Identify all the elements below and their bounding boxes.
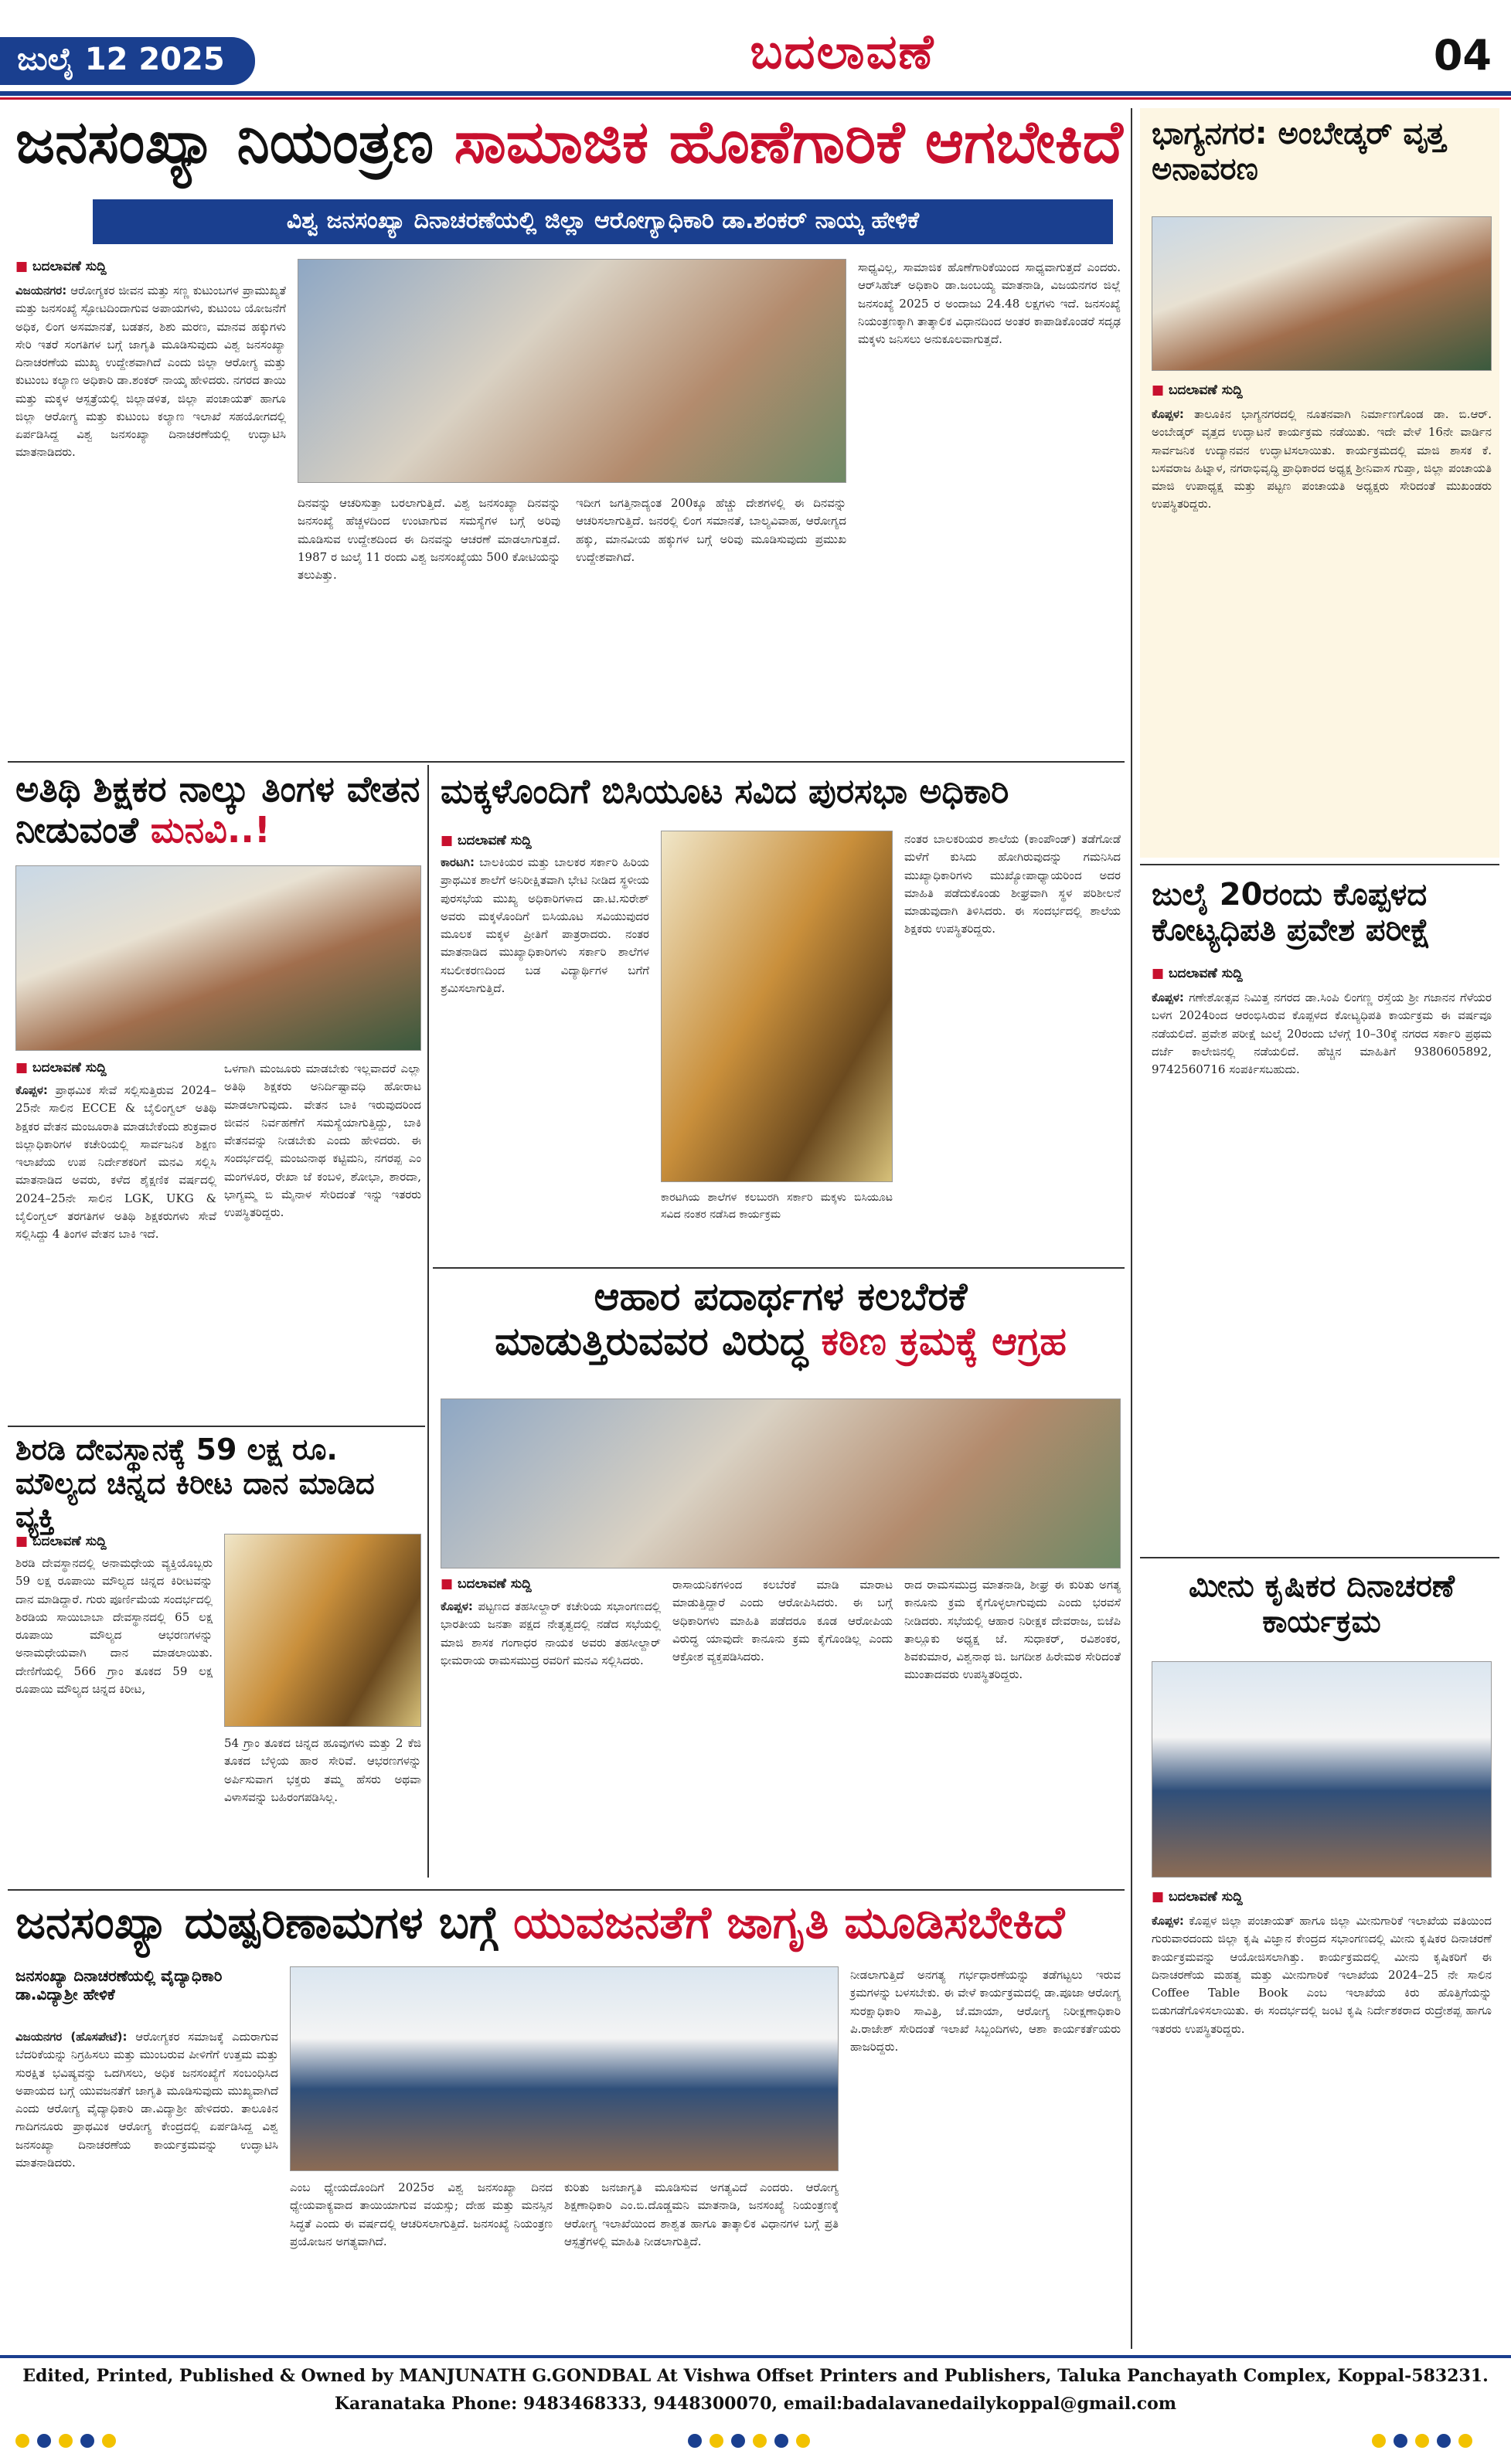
lead-col2: ದಿನವನ್ನು ಆಚರಿಸುತ್ತಾ ಬರಲಾಗುತ್ತಿದೆ. ವಿಶ್ವ ಜನಸಂಖ್ಯಾ ದಿನವನ್ನು ಜನಸಂಖ್ಯೆ ಹೆಚ್ಚಳದಿಂದ ಉಂಟಾಗುವ ಸಮಸ್ಯೆಗಳ ಬಗ್ಗೆ ಅರಿವು ಮೂಡಿಸುವ ಉದ್ದೇಶದಿಂದ ಈ ದಿನವನ್ನು ಆಚರಣೆ ಮಾಡಲಾಗುತ್ತದೆ. 1987 ರ ಜುಲೈ 11 ರಂದು ವಿಶ್ವ ಜನಸಂಖ್ಯೆಯು 500 ಕೋಟಿಯನ್ನು ತಲುಪಿತ್ತು.: [298, 496, 560, 582]
food-headline-line2a: ಮಾಡುತ್ತಿರುವವರ ವಿರುದ್ಧ: [495, 1318, 808, 1364]
food-headline-line1: ಆಹಾರ ಪದಾರ್ಥಗಳ ಕಲಬೆರಕೆ: [594, 1274, 968, 1319]
lead-byline: ■ ಬದಲಾವಣೆ ಸುದ್ದಿ: [15, 259, 107, 274]
teachers-headline-part1: ಅತಿಥಿ ಶಿಕ್ಷಕರ ನಾಲ್ಕು ತಿಂಗಳ ವೇತನ ನೀಡುವಂತೆ: [15, 768, 420, 851]
food-byline-text: ಬದಲಾವಣೆ ಸುದ್ದಿ: [457, 1576, 532, 1592]
lead-col1: [15, 282, 286, 746]
footer-dots-right: [1372, 2434, 1496, 2452]
food-col1-text: ಪಟ್ಟಣದ ತಹಸೀಲ್ದಾರ್ ಕಚೇರಿಯ ಸಭಾಂಗಣದಲ್ಲಿ ಭಾರತೀಯ ಜನತಾ ಪಕ್ಷದ ನೇತೃತ್ವದಲ್ಲಿ ನಡೆದ ಸಭೆಯಲ್ಲಿ ಮಾಜಿ ಶಾಸಕ ಗಂಗಾಧರ ನಾಯಕ ಅವರು ತಹಸೀಲ್ದಾರ್ ಭೀಮರಾಯ ರಾಮಸಮುದ್ರ ರವರಿಗೆ ಮನವಿ ಸಲ್ಲಿಸಿದರು.: [441, 1599, 661, 1667]
food-col3: ರಾದ ರಾಮಸಮುದ್ರ ಮಾತನಾಡಿ, ಶೀಘ್ರ ಈ ಕುರಿತು ಅಗತ್ಯ ಕಾನೂನು ಕ್ರಮ ಕೈಗೊಳ್ಳಲಾಗುವುದು ಎಂದು ಭರವಸೆ ನೀಡಿದರು. ಸಭೆಯಲ್ಲಿ ಆಹಾರ ನಿರೀಕ್ಷಕ ದೇವರಾಜ, ಬಿಜೆಪಿ ತಾಲ್ಲೂಕು ಅಧ್ಯಕ್ಷ ಜೆ. ಸುಧಾಕರ್, ರವಿಶಂಕರ, ಶಿವಕುಮಾರ, ವಿಶ್ವನಾಥ ಜಿ. ಜಗದೀಶ ಹಿರೇಮಠ ಸೇರಿದಂತೆ ಮುಂತಾದವರು ಉಪಸ್ಥಿತರಿದ್ದರು.: [904, 1578, 1121, 1682]
lunch-col1-text: ಬಾಲಕಿಯರ ಮತ್ತು ಬಾಲಕರ ಸರ್ಕಾರಿ ಹಿರಿಯ ಪ್ರಾಥಮಿಕ ಶಾಲೆಗೆ ಅನಿರೀಕ್ಷಿತವಾಗಿ ಭೇಟಿ ನೀಡಿದ ಸ್ಥಳೀಯ ಪುರಸಭೆಯ ಮುಖ್ಯ ಅಧಿಕಾರಿಗಳಾದ ಡಾ.ಟಿ.ಸುರೇಶ್ ಅವರು ಮಕ್ಕಳೊಂದಿಗೆ ಬಿಸಿಯೂಟ ಸವಿಯುವುದರ ಮೂಲಕ ಮಕ್ಕಳ ಪ್ರೀತಿಗೆ ಪಾತ್ರರಾದರು. ನಂತರ ಮಾತನಾಡಿದ ಮುಖ್ಯಾಧಿಕಾರಿಗಳು ಸರ್ಕಾರಿ ಶಾಲೆಗಳ ಸಬಲೀಕರಣದಿಂದ ಬಡ ವಿದ್ಯಾರ್ಥಿಗಳ ಬಗೆಗೆ ಶ್ರಮಿಸಲಾಗುತ್ತಿದೆ.: [441, 855, 649, 995]
dot-icon: [102, 2434, 116, 2448]
side-fish-photo: [1152, 1661, 1492, 1878]
teachers-place: ಕೊಪ್ಪಳ:: [15, 1083, 48, 1097]
footer-line1: Edited, Printed, Published & Owned by MANJUNATH G.GONDBAL At Vishwa Offset Printers and Publishers, Taluka Panchayath Complex, Koppal-583231.: [22, 2366, 1489, 2386]
dot-icon: [59, 2434, 73, 2448]
lunch-caption: ಕಾರಟಗಿಯ ಶಾಲೆಗಳ ಕಲಬುರಗಿ ಸರ್ಕಾರಿ ಮಕ್ಕಳು ಬಿಸಿಯೂಟ ಸವಿದ ನಂತರ ನಡೆಸಿದ ಕಾರ್ಯಕ್ರಮ: [661, 1191, 893, 1221]
header-rule: [0, 91, 1511, 96]
dot-icon: [688, 2434, 702, 2448]
food-photo: [441, 1399, 1121, 1568]
side-ambedkar-headline: ಭಾಗ್ಯನಗರ: ಅಂಬೇಡ್ಕರ್ ವೃತ್ತ ಅನಾವರಣ: [1152, 116, 1446, 187]
side-fish-body: [1152, 1912, 1492, 2341]
dot-icon: [1458, 2434, 1472, 2448]
dot-icon: [1394, 2434, 1407, 2448]
youth-col2: ಎಂಬ ಧ್ಯೇಯದೊಂದಿಗೆ 2025ರ ವಿಶ್ವ ಜನಸಂಖ್ಯಾ ದಿನದ ಧ್ಯೇಯವಾಕ್ಯವಾದ ತಾಯಿಯಾಗುವ ವಯಸ್ಸು; ದೇಹ ಮತ್ತು ಮನಸ್ಸಿನ ಸಿದ್ಧತೆ ಎಂದು ಈ ವರ್ಷದಲ್ಲಿ ಆಚರಿಸಲಾಗುತ್ತಿದೆ. ಜನಸಂಖ್ಯೆ ನಿಯಂತ್ರಣ ಪ್ರಯೋಜನ ಅಗತ್ಯವಾಗಿದೆ.: [290, 2180, 553, 2248]
teachers-divider: [427, 765, 429, 1878]
lead-col1-text: ಆರೋಗ್ಯಕರ ಜೀವನ ಮತ್ತು ಸಣ್ಣ ಕುಟುಂಬಗಳ ಪ್ರಾಮುಖ್ಯತೆ ಮತ್ತು ಜನಸಂಖ್ಯೆ ಸ್ಫೋಟದಿಂದಾಗುವ ಅಪಾಯಗಳು, ಕುಟುಂಬ ಯೋಜನೆಗೆ ಅಧಿಕ, ಲಿಂಗ ಅಸಮಾನತೆ, ಬಡತನ, ಶಿಶು ಮರಣ, ಮಾನವ ಹಕ್ಕುಗಳು ಸೇರಿ ಇತರೆ ಸಂಗತಿಗಳ ಬಗ್ಗೆ ಜಾಗೃತಿ ಮೂಡಿಸುವುದು ವಿಶ್ವ ಜನಸಂಖ್ಯಾ ದಿನಾಚರಣೆಯ ಮುಖ್ಯ ಉದ್ದೇಶವಾಗಿದೆ ಎಂದು ಜಿಲ್ಲಾ ಆರೋಗ್ಯ ಮತ್ತು ಕುಟುಂಬ ಕಲ್ಯಾಣ ಅಧಿಕಾರಿ ಡಾ.ಶಂಕರ್ ನಾಯ್ಕ ಹೇಳಿದರು. ನಗರದ ತಾಯಿ ಮತ್ತು ಮಕ್ಕಳ ಆಸ್ಪತ್ರೆಯಲ್ಲಿ ಜಿಲ್ಲಾಡಳಿತ, ಜಿಲ್ಲಾ ಪಂಚಾಯತ್ ಹಾಗೂ ಜಿಲ್ಲಾ ಆರೋಗ್ಯ ಮತ್ತು ಕುಟುಂಬ ಕಲ್ಯಾಣ ಇಲಾಖೆ ಸಹಯೋಗದಲ್ಲಿ ಏರ್ಪಡಿಸಿದ್ದ ವಿಶ್ವ ಜನಸಂಖ್ಯಾ ದಿನಾಚರಣೆಯಲ್ಲಿ ಉದ್ಘಾಟಿಸಿ ಮಾತನಾಡಿದರು.: [15, 284, 286, 460]
dot-icon: [1437, 2434, 1451, 2448]
youth-headline-part1: ಜನಸಂಖ್ಯಾ ದುಷ್ಪರಿಣಾಮಗಳ ಬಗ್ಗೆ: [15, 1896, 498, 1949]
food-col1: [441, 1598, 661, 1884]
youth-headline-part2: ಯುವಜನತೆಗೆ ಜಾಗೃತಿ ಮೂಡಿಸಬೇಕಿದೆ: [513, 1896, 1065, 1949]
teachers-headline: [15, 769, 421, 862]
lunch-byline-text: ಬದಲಾವಣೆ ಸುದ್ದಿ: [457, 833, 532, 848]
side-ambedkar-body: [1152, 406, 1492, 850]
lead-col3: ಇದೀಗ ಜಗತ್ತಿನಾದ್ಯಂತ 200ಕ್ಕೂ ಹೆಚ್ಚು ದೇಶಗಳಲ್ಲಿ ಈ ದಿನವನ್ನು ಆಚರಿಸಲಾಗುತ್ತಿದೆ. ಜನರಲ್ಲಿ ಲಿಂಗ ಸಮಾನತೆ, ಬಾಲ್ಯವಿವಾಹ, ಆರೋಗ್ಯದ ಹಕ್ಕು, ಮಾನವೀಯ ಹಕ್ಕುಗಳ ಬಗ್ಗೆ ಅರಿವು ಮೂಡಿಸುವುದು ಪ್ರಮುಖ ಉದ್ದೇಶವಾಗಿದೆ.: [576, 496, 846, 564]
food-byline: ■ ಬದಲಾವಣೆ ಸುದ್ದಿ: [441, 1576, 532, 1592]
side-exam-headline: ಜುಲೈ 20ರಂದು ಕೊಪ್ಪಳದ ಕೋಟ್ಯಧಿಪತಿ ಪ್ರವೇಶ ಪರೀಕ್ಷೆ: [1152, 877, 1431, 948]
lunch-col2: ನಂತರ ಬಾಲಕರಿಯರ ಶಾಲೆಯ (ಕಾಂಪೌಂಡ್) ತಡೆಗೋಡೆ ಮಳೆಗೆ ಕುಸಿದು ಹೋಗಿರುವುದನ್ನು ಗಮನಿಸಿದ ಮುಖ್ಯಾಧಿಕಾರಿಗಳು ಮುಖ್ಯೋಪಾಧ್ಯಾಯರಿಂದ ಅದರ ಮಾಹಿತಿ ಪಡೆದುಕೊಂಡು ಶೀಘ್ರವಾಗಿ ಸ್ಥಳ ಪರಿಶೀಲನೆ ಮಾಡುವುದಾಗಿ ತಿಳಿಸಿದರು. ಈ ಸಂದರ್ಭದಲ್ಲಿ ಶಾಲೆಯ ಶಿಕ್ಷಕರು ಉಪಸ್ಥಿತರಿದ್ದರು.: [904, 832, 1121, 936]
dot-icon: [15, 2434, 29, 2448]
crown-col2: 54 ಗ್ರಾಂ ತೂಕದ ಚಿನ್ನದ ಹೂವುಗಳು ಮತ್ತು 2 ಕೆಜಿ ತೂಕದ ಬೆಳ್ಳಿಯ ಹಾರ ಸೇರಿವೆ. ಆಭರಣಗಳನ್ನು ಅರ್ಪಿಸುವಾಗ ಭಕ್ತರು ತಮ್ಮ ಹೆಸರು ಅಥವಾ ವಿಳಾಸವನ್ನು ಬಹಿರಂಗಪಡಿಸಿಲ್ಲ.: [224, 1736, 421, 1804]
side-exam-place: ಕೊಪ್ಪಳ:: [1152, 991, 1184, 1004]
teachers-byline: ■ ಬದಲಾವಣೆ ಸುದ್ದಿ: [15, 1060, 107, 1076]
side-exam-text: ಗಣೇಶೋತ್ಸವ ನಿಮಿತ್ತ ನಗರದ ಡಾ.ಸಿಂಪಿ ಲಿಂಗಣ್ಣ ರಸ್ತೆಯ ಶ್ರೀ ಗಜಾನನ ಗೆಳೆಯರ ಬಳಗ 2024ರಿಂದ ಆರಂಭಿಸಿರುವ ಕೊಪ್ಪಳದ ಕೋಟ್ಯಧಿಪತಿ ಕಾರ್ಯಕ್ರಮ ಈ ವರ್ಷವೂ ನಡೆಯಲಿದೆ. ಪ್ರವೇಶ ಪರೀಕ್ಷೆ ಜುಲೈ 20ರಂದು ಬೆಳಗ್ಗೆ 10–30ಕ್ಕೆ ನಗರದ ಸರ್ಕಾರಿ ಪ್ರಥಮ ದರ್ಜೆ ಕಾಲೇಜಿನಲ್ಲಿ ನಡೆಯಲಿದೆ. ಹೆಚ್ಚಿನ ಮಾಹಿತಿಗೆ 9380605892, 9742560716 ಸಂಪರ್ಕಿಸಬಹುದು.: [1152, 991, 1492, 1076]
crown-byline-text: ಬದಲಾವಣೆ ಸುದ್ದಿ: [32, 1534, 107, 1549]
side-fish-text: ಕೊಪ್ಪಳ ಜಿಲ್ಲಾ ಪಂಚಾಯತ್ ಹಾಗೂ ಜಿಲ್ಲಾ ಮೀನುಗಾರಿಕೆ ಇಲಾಖೆಯ ವತಿಯಿಂದ ಗುರುವಾರದಂದು ಜಿಲ್ಲಾ ಕೃಷಿ ವಿಜ್ಞಾನ ಕೇಂದ್ರದ ಸಭಾಂಗಣದಲ್ಲಿ ಮೀನು ಕೃಷಿಕರ ದಿನಾಚರಣೆ ಕಾರ್ಯಕ್ರಮವನ್ನು ಆಯೋಜಿಸಲಾಗಿತ್ತು. ಕಾರ್ಯಕ್ರಮದಲ್ಲಿ ಮೀನು ಕೃಷಿಕರಿಗೆ ಈ ದಿನಾಚರಣೆಯ ಮಹತ್ವ ಮತ್ತು ಮೀನುಗಾರಿಕೆ ಇಲಾಖೆಯ 2024–25 ನೇ ಸಾಲಿನ Coffee Table Book ಎಂಬ ಇಲಾಖೆಯ ಕಿರು ಹೊತ್ತಿಗೆಯನ್ನು ಬಿಡುಗಡೆಗೊಳಿಸಲಾಯಿತು. ಈ ಸಂದರ್ಭದಲ್ಲಿ ಜಂಟಿ ಕೃಷಿ ನಿರ್ದೇಶಕರಾದ ರುದ್ರೇಶಪ್ಪ ಹಾಗೂ ಇತರರು ಉಪಸ್ಥಿತರಿದ್ದರು.: [1152, 1914, 1492, 2036]
crown-col1: ಶಿರಡಿ ದೇವಸ್ಥಾನದಲ್ಲಿ ಅನಾಮಧೇಯ ವ್ಯಕ್ತಿಯೊಬ್ಬರು 59 ಲಕ್ಷ ರೂಪಾಯಿ ಮೌಲ್ಯದ ಚಿನ್ನದ ಕಿರೀಟವನ್ನು ದಾನ ಮಾಡಿದ್ದಾರೆ. ಗುರು ಪೂರ್ಣಿಮೆಯ ಸಂದರ್ಭದಲ್ಲಿ ಶಿರಡಿಯ ಸಾಯಿಬಾಬಾ ದೇವಸ್ಥಾನದಲ್ಲಿ 65 ಲಕ್ಷ ರೂಪಾಯಿ ಮೌಲ್ಯದ ಆಭರಣಗಳನ್ನು ಅನಾಮಧೇಯವಾಗಿ ದಾನ ಮಾಡಲಾಯಿತು. ದೇಣಿಗೆಯಲ್ಲಿ 566 ಗ್ರಾಂ ತೂಕದ 59 ಲಕ್ಷ ರೂಪಾಯಿ ಮೌಲ್ಯದ ಚಿನ್ನದ ಕಿರೀಟ,: [15, 1556, 213, 1696]
food-col2: ರಾಸಾಯನಿಕಗಳಿಂದ ಕಲಬೆರಕೆ ಮಾಡಿ ಮಾರಾಟ ಮಾಡುತ್ತಿದ್ದಾರೆ ಎಂದು ಆರೋಪಿಸಿದರು. ಈ ಬಗ್ಗೆ ಅಧಿಕಾರಿಗಳು ಮಾಹಿತಿ ಪಡೆದರೂ ಕೂಡ ಆರೋಪಿಯ ವಿರುದ್ಧ ಯಾವುದೇ ಕಾನೂನು ಕ್ರಮ ಕೈಗೊಂಡಿಲ್ಲ ಎಂದು ಆಕ್ರೋಶ ವ್ಯಕ್ತಪಡಿಸಿದರು.: [672, 1578, 893, 1664]
middle-bottom-rule: [8, 1889, 1125, 1891]
youth-headline: [15, 1897, 1128, 1959]
teachers-byline-text: ಬದಲಾವಣೆ ಸುದ್ದಿ: [32, 1060, 107, 1076]
teachers-col2: ಒಳಗಾಗಿ ಮಂಜೂರು ಮಾಡಬೇಕು ಇಲ್ಲವಾದರೆ ಎಲ್ಲಾ ಅತಿಥಿ ಶಿಕ್ಷಕರು ಅನಿರ್ದಿಷ್ಟಾವಧಿ ಹೋರಾಟ ಮಾಡಲಾಗುವುದು. ವೇತನ ಬಾಕಿ ಇರುವುದರಿಂದ ಜೀವನ ನಿರ್ವಹಣೆಗೆ ಸಮಸ್ಯೆಯಾಗುತ್ತಿದ್ದು, ಬಾಕಿ ವೇತನವನ್ನು ನೀಡಬೇಕು ಎಂದು ಹೇಳಿದರು. ಈ ಸಂದರ್ಭದಲ್ಲಿ ಮಂಜುನಾಥ ಕಟ್ಟಿಮನಿ, ನಗರಪ್ಪ ಎಂ ಮಂಗಳೂರ, ರೇಖಾ ಜೆ ಕಂಬಳಿ, ಶೋಭಾ, ಶಾರದಾ, ಭಾಗ್ಯಮ್ಮ ಬಿ ಮೈನಾಳ ಸೇರಿದಂತೆ ಇನ್ನು ಇತರರು ಉಪಸ್ಥಿತರಿದ್ದರು.: [224, 1062, 421, 1219]
side-fish-byline: ■ ಬದಲಾವಣೆ ಸುದ್ದಿ: [1152, 1889, 1243, 1905]
teachers-col1-text: ಪ್ರಾಥಮಿಕ ಸೇವೆ ಸಲ್ಲಿಸುತ್ತಿರುವ 2024–25ನೇ ಸಾಲಿನ ECCE & ಬೈಲಿಂಗ್ವಲ್ ಅತಿಥಿ ಶಿಕ್ಷಕರ ವೇತನ ಮಂಜೂರಾತಿ ಮಾಡಬೇಕೆಂದು ಶುಕ್ರವಾರ ಜಿಲ್ಲಾಧಿಕಾರಿಗಳ ಕಚೇರಿಯಲ್ಲಿ ಸಾರ್ವಜನಿಕ ಶಿಕ್ಷಣ ಇಲಾಖೆಯ ಉಪ ನಿರ್ದೇಶಕರಿಗೆ ಮನವಿ ಸಲ್ಲಿಸಿ ಮಾತನಾಡಿದ ಅವರು, ಕಳೆದ ಶೈಕ್ಷಣಿಕ ವರ್ಷದಲ್ಲಿ 2024–25ನೇ ಸಾಲಿನ LGK, UKG & ಬೈಲಿಂಗ್ವಲ್ ತರಗತಿಗಳ ಅತಿಥಿ ಶಿಕ್ಷಕರುಗಳು ಸೇವೆ ಸಲ್ಲಿಸಿದ್ದು 4 ತಿಂಗಳ ವೇತನ ಬಾಕಿ ಇದೆ.: [15, 1083, 216, 1241]
issue-date: ಜುಲೈ 12 2025: [0, 37, 255, 85]
food-headline: [441, 1275, 1121, 1391]
dot-icon: [796, 2434, 810, 2448]
youth-kicker: ಜನಸಂಖ್ಯಾ ದಿನಾಚರಣೆಯಲ್ಲಿ ವೈದ್ಯಾಧಿಕಾರಿ ಡಾ.ವಿದ್ಯಾಶ್ರೀ ಹೇಳಿಕೆ: [15, 1966, 223, 2003]
lunch-headline: ಮಕ್ಕಳೊಂದಿಗೆ ಬಿಸಿಯೂಟ ಸವಿದ ಪುರಸಭಾ ಅಧಿಕಾರಿ: [441, 772, 1009, 811]
lunch-photo: [661, 831, 893, 1182]
crown-headline: ಶಿರಡಿ ದೇವಸ್ಥಾನಕ್ಕೆ 59 ಲಕ್ಷ ರೂ. ಮೌಲ್ಯದ ಚಿನ್ನದ ಕಿರೀಟ ದಾನ ಮಾಡಿದ ವ್ಯಕ್ತಿ: [15, 1433, 375, 1534]
youth-place: ವಿಜಯನಗರ (ಹೊಸಪೇಟೆ):: [15, 2030, 128, 2044]
lead-col4: ಸಾಧ್ಯವಿಲ್ಲ, ಸಾಮಾಜಿಕ ಹೊಣೆಗಾರಿಕೆಯಿಂದ ಸಾಧ್ಯವಾಗುತ್ತದೆ ಎಂದರು. ಆರ್‌ಸಿಹೆಚ್ ಅಧಿಕಾರಿ ಡಾ.ಜಂಬಯ್ಯ ಮಾತನಾಡಿ, ವಿಜಯನಗರ ಜಿಲ್ಲೆ ಜನಸಂಖ್ಯೆ 2025 ರ ಅಂದಾಜು 24.48 ಲಕ್ಷಗಳು ಇದೆ. ಜನಸಂಖ್ಯೆ ನಿಯಂತ್ರಣಕ್ಕಾಗಿ ತಾತ್ಕಾಲಿಕ ವಿಧಾನದಿಂದ ಅಂತರ ಕಾಪಾಡಿಕೊಂಡರೆ ಸದೃಢ ಮಕ್ಕಳು ಜನಿಸಲು ಅನುಕೂಲವಾಗುತ್ತದೆ.: [858, 260, 1121, 346]
side-divider-2: [1140, 1557, 1499, 1558]
dot-icon: [80, 2434, 94, 2448]
header-rule-red: [0, 97, 1511, 100]
masthead: ಬದಲಾವಣೆ: [750, 23, 935, 80]
teachers-photo: [15, 865, 421, 1051]
lead-headline-part1: ಜನಸಂಖ್ಯಾ ನಿಯಂತ್ರಣ: [15, 107, 434, 176]
dot-icon: [1372, 2434, 1386, 2448]
lead-byline-text: ಬದಲಾವಣೆ ಸುದ್ದಿ: [32, 259, 107, 274]
dot-icon: [731, 2434, 745, 2448]
youth-col4: ನೀಡಲಾಗುತ್ತಿದೆ ಅನಗತ್ಯ ಗರ್ಭಧಾರಣೆಯನ್ನು ತಡೆಗಟ್ಟಲು ಇರುವ ಕ್ರಮಗಳನ್ನು ಬಳಸಬೇಕು. ಈ ವೇಳೆ ಕಾರ್ಯಕ್ರಮದಲ್ಲಿ ಡಾ.ಪೂಜಾ ಆರೋಗ್ಯ ಸುರಕ್ಷಾಧಿಕಾರಿ ಸಾವಿತ್ರಿ, ಜೆ.ಮಾಯಾ, ಆರೋಗ್ಯ ನಿರೀಕ್ಷಣಾಧಿಕಾರಿ ಪಿ.ರಾಜೇಶ್ ಸೇರಿದಂತೆ ಇಲಾಖೆ ಸಿಬ್ಬಂದಿಗಳು, ಆಶಾ ಕಾರ್ಯಕರ್ತೆಯರು ಹಾಜರಿದ್ದರು.: [850, 1968, 1121, 2054]
side-ambedkar-photo: [1152, 216, 1492, 371]
side-ambedkar-byline: ■ ಬದಲಾವಣೆ ಸುದ್ದಿ: [1152, 382, 1243, 398]
side-fish-place: ಕೊಪ್ಪಳ:: [1152, 1914, 1184, 1928]
teachers-col1: [15, 1082, 216, 1418]
lunch-place: ಕಾರಟಗಿ:: [441, 855, 475, 869]
crown-photo: [224, 1534, 421, 1727]
dot-icon: [37, 2434, 51, 2448]
lead-place: ವಿಜಯನಗರ:: [15, 284, 67, 297]
youth-col1-text: ಆರೋಗ್ಯಕರ ಸಮಾಜಕ್ಕೆ ಎದುರಾಗುವ ಬೆದರಿಕೆಯನ್ನು ನಿಗ್ರಹಿಸಲು ಮತ್ತು ಮುಂಬರುವ ಪೀಳಿಗೆಗೆ ಉತ್ತಮ ಮತ್ತು ಸುರಕ್ಷಿತ ಭವಿಷ್ಯವನ್ನು ಒದಗಿಸಲು, ಅಧಿಕ ಜನಸಂಖ್ಯೆಗೆ ಸಂಬಂಧಿಸಿದ ಅಪಾಯದ ಬಗ್ಗೆ ಯುವಜನತೆಗೆ ಜಾಗೃತಿ ಮೂಡಿಸುವುದು ಮುಖ್ಯವಾಗಿದೆ ಎಂದು ಆರೋಗ್ಯ ವೈದ್ಯಾಧಿಕಾರಿ ಡಾ.ವಿದ್ಯಾಶ್ರೀ ಹೇಳಿದರು. ತಾಲೂಕಿನ ಗಾದಿಗನೂರು ಪ್ರಾಥಮಿಕ ಆರೋಗ್ಯ ಕೇಂದ್ರದಲ್ಲಿ ಏರ್ಪಡಿಸಿದ್ದ ವಿಶ್ವ ಜನಸಂಖ್ಯಾ ದಿನಾಚರಣೆಯ ಕಾರ್ಯಕ್ರಮವನ್ನು ಉದ್ಘಾಟಿಸಿ ಮಾತನಾಡಿದರು.: [15, 2030, 278, 2170]
lead-bottom-rule: [8, 761, 1125, 763]
side-exam-byline: ■ ಬದಲಾವಣೆ ಸುದ್ದಿ: [1152, 966, 1243, 981]
side-fish-headline: ಮೀನು ಕೃಷಿಕರ ದಿನಾಚರಣೆ ಕಾರ್ಯಕ್ರಮ: [1189, 1568, 1455, 1640]
dot-icon: [774, 2434, 788, 2448]
lunch-byline: ■ ಬದಲಾವಣೆ ಸುದ್ದಿ: [441, 833, 532, 848]
lead-photo: [298, 259, 846, 483]
page-number: 04: [1433, 31, 1492, 80]
footer-dots-center: [688, 2434, 823, 2452]
footer-rule: [0, 2355, 1511, 2358]
side-exam-body: [1152, 989, 1492, 1545]
side-exam-byline-text: ಬದಲಾವಣೆ ಸುದ್ದಿ: [1168, 966, 1243, 981]
dot-icon: [710, 2434, 723, 2448]
lunch-col1: [441, 854, 649, 1256]
food-place: ಕೊಪ್ಪಳ:: [441, 1599, 473, 1613]
column-divider: [1131, 108, 1132, 2349]
youth-col1: [15, 2028, 278, 2345]
dot-icon: [1415, 2434, 1429, 2448]
side-ambedkar-place: ಕೊಪ್ಪಳ:: [1152, 407, 1184, 421]
dot-icon: [753, 2434, 767, 2448]
food-headline-line2b: ಕಠಿಣ ಕ್ರಮಕ್ಕೆ ಆಗ್ರಹ: [821, 1318, 1067, 1364]
footer-line2: Karanataka Phone: 9483468333, 9448300070, email:badalavanedailykoppal@gmail.com: [334, 2394, 1177, 2414]
lunch-bottom-rule: [433, 1267, 1125, 1269]
crown-byline: ■ ಬದಲಾವಣೆ ಸುದ್ದಿ: [15, 1534, 107, 1549]
teachers-bottom-rule: [8, 1426, 425, 1427]
side-divider-1: [1140, 864, 1499, 865]
youth-col3: ಕುರಿತು ಜನಜಾಗೃತಿ ಮೂಡಿಸುವ ಅಗತ್ಯವಿದೆ ಎಂದರು. ಆರೋಗ್ಯ ಶಿಕ್ಷಣಾಧಿಕಾರಿ ಎಂ.ಬಿ.ದೊಡ್ಡಮನಿ ಮಾತನಾಡಿ, ಜನಸಂಖ್ಯೆ ನಿಯಂತ್ರಣಕ್ಕೆ ಆರೋಗ್ಯ ಇಲಾಖೆಯಿಂದ ಶಾಶ್ವತ ಹಾಗೂ ತಾತ್ಕಾಲಿಕ ವಿಧಾನಗಳ ಬಗ್ಗೆ ಪ್ರತಿ ಆಸ್ಪತ್ರೆಗಳಲ್ಲಿ ಮಾಹಿತಿ ನೀಡಲಾಗುತ್ತಿದೆ.: [564, 2180, 839, 2248]
side-ambedkar-byline-text: ಬದಲಾವಣೆ ಸುದ್ದಿ: [1168, 382, 1243, 398]
youth-photo: [290, 1966, 839, 2171]
lead-headline: [15, 108, 1128, 193]
side-fish-byline-text: ಬದಲಾವಣೆ ಸುದ್ದಿ: [1168, 1889, 1243, 1905]
lead-headline-part2: ಸಾಮಾಜಿಕ ಹೊಣೆಗಾರಿಕೆ ಆಗಬೇಕಿದೆ: [454, 107, 1123, 176]
teachers-headline-part2: ಮನವಿ..!: [150, 808, 271, 851]
footer-dots-left: [15, 2434, 139, 2452]
lead-subheadline: ವಿಶ್ವ ಜನಸಂಖ್ಯಾ ದಿನಾಚರಣೆಯಲ್ಲಿ ಜಿಲ್ಲಾ ಆರೋಗ್ಯಾಧಿಕಾರಿ ಡಾ.ಶಂಕರ್ ನಾಯ್ಕ ಹೇಳಿಕೆ: [93, 199, 1113, 244]
side-ambedkar-text: ತಾಲೂಕಿನ ಭಾಗ್ಯನಗರದಲ್ಲಿ ನೂತನವಾಗಿ ನಿರ್ಮಾಣಗೊಂಡ ಡಾ. ಬಿ.ಆರ್. ಅಂಬೇಡ್ಕರ್ ವೃತ್ತದ ಉದ್ಘಾಟನೆ ಕಾರ್ಯಕ್ರಮ ನಡೆಯಿತು. ಇದೇ ವೇಳೆ 16ನೇ ವಾರ್ಡಿನ ಸಾರ್ವಜನಿಕ ಉದ್ಯಾನವನ ಉದ್ಘಾಟಿಸಲಾಯಿತು. ಕಾರ್ಯಕ್ರಮದಲ್ಲಿ ಮಾಜಿ ಶಾಸಕ ಕೆ. ಬಸವರಾಜ ಹಿಟ್ನಾಳ, ನಗರಾಭಿವೃದ್ಧಿ ಪ್ರಾಧಿಕಾರದ ಅಧ್ಯಕ್ಷ ಶ್ರೀನಿವಾಸ ಗುಪ್ತಾ, ಜಿಲ್ಲಾ ಪಂಚಾಯತಿ ಮಾಜಿ ಉಪಾಧ್ಯಕ್ಷ ಮತ್ತು ಪಟ್ಟಣ ಪಂಚಾಯತಿ ಅಧ್ಯಕ್ಷರು ಸೇರಿದಂತೆ ಮುಖಂಡರು ಉಪಸ್ಥಿತರಿದ್ದರು.: [1152, 407, 1492, 511]
